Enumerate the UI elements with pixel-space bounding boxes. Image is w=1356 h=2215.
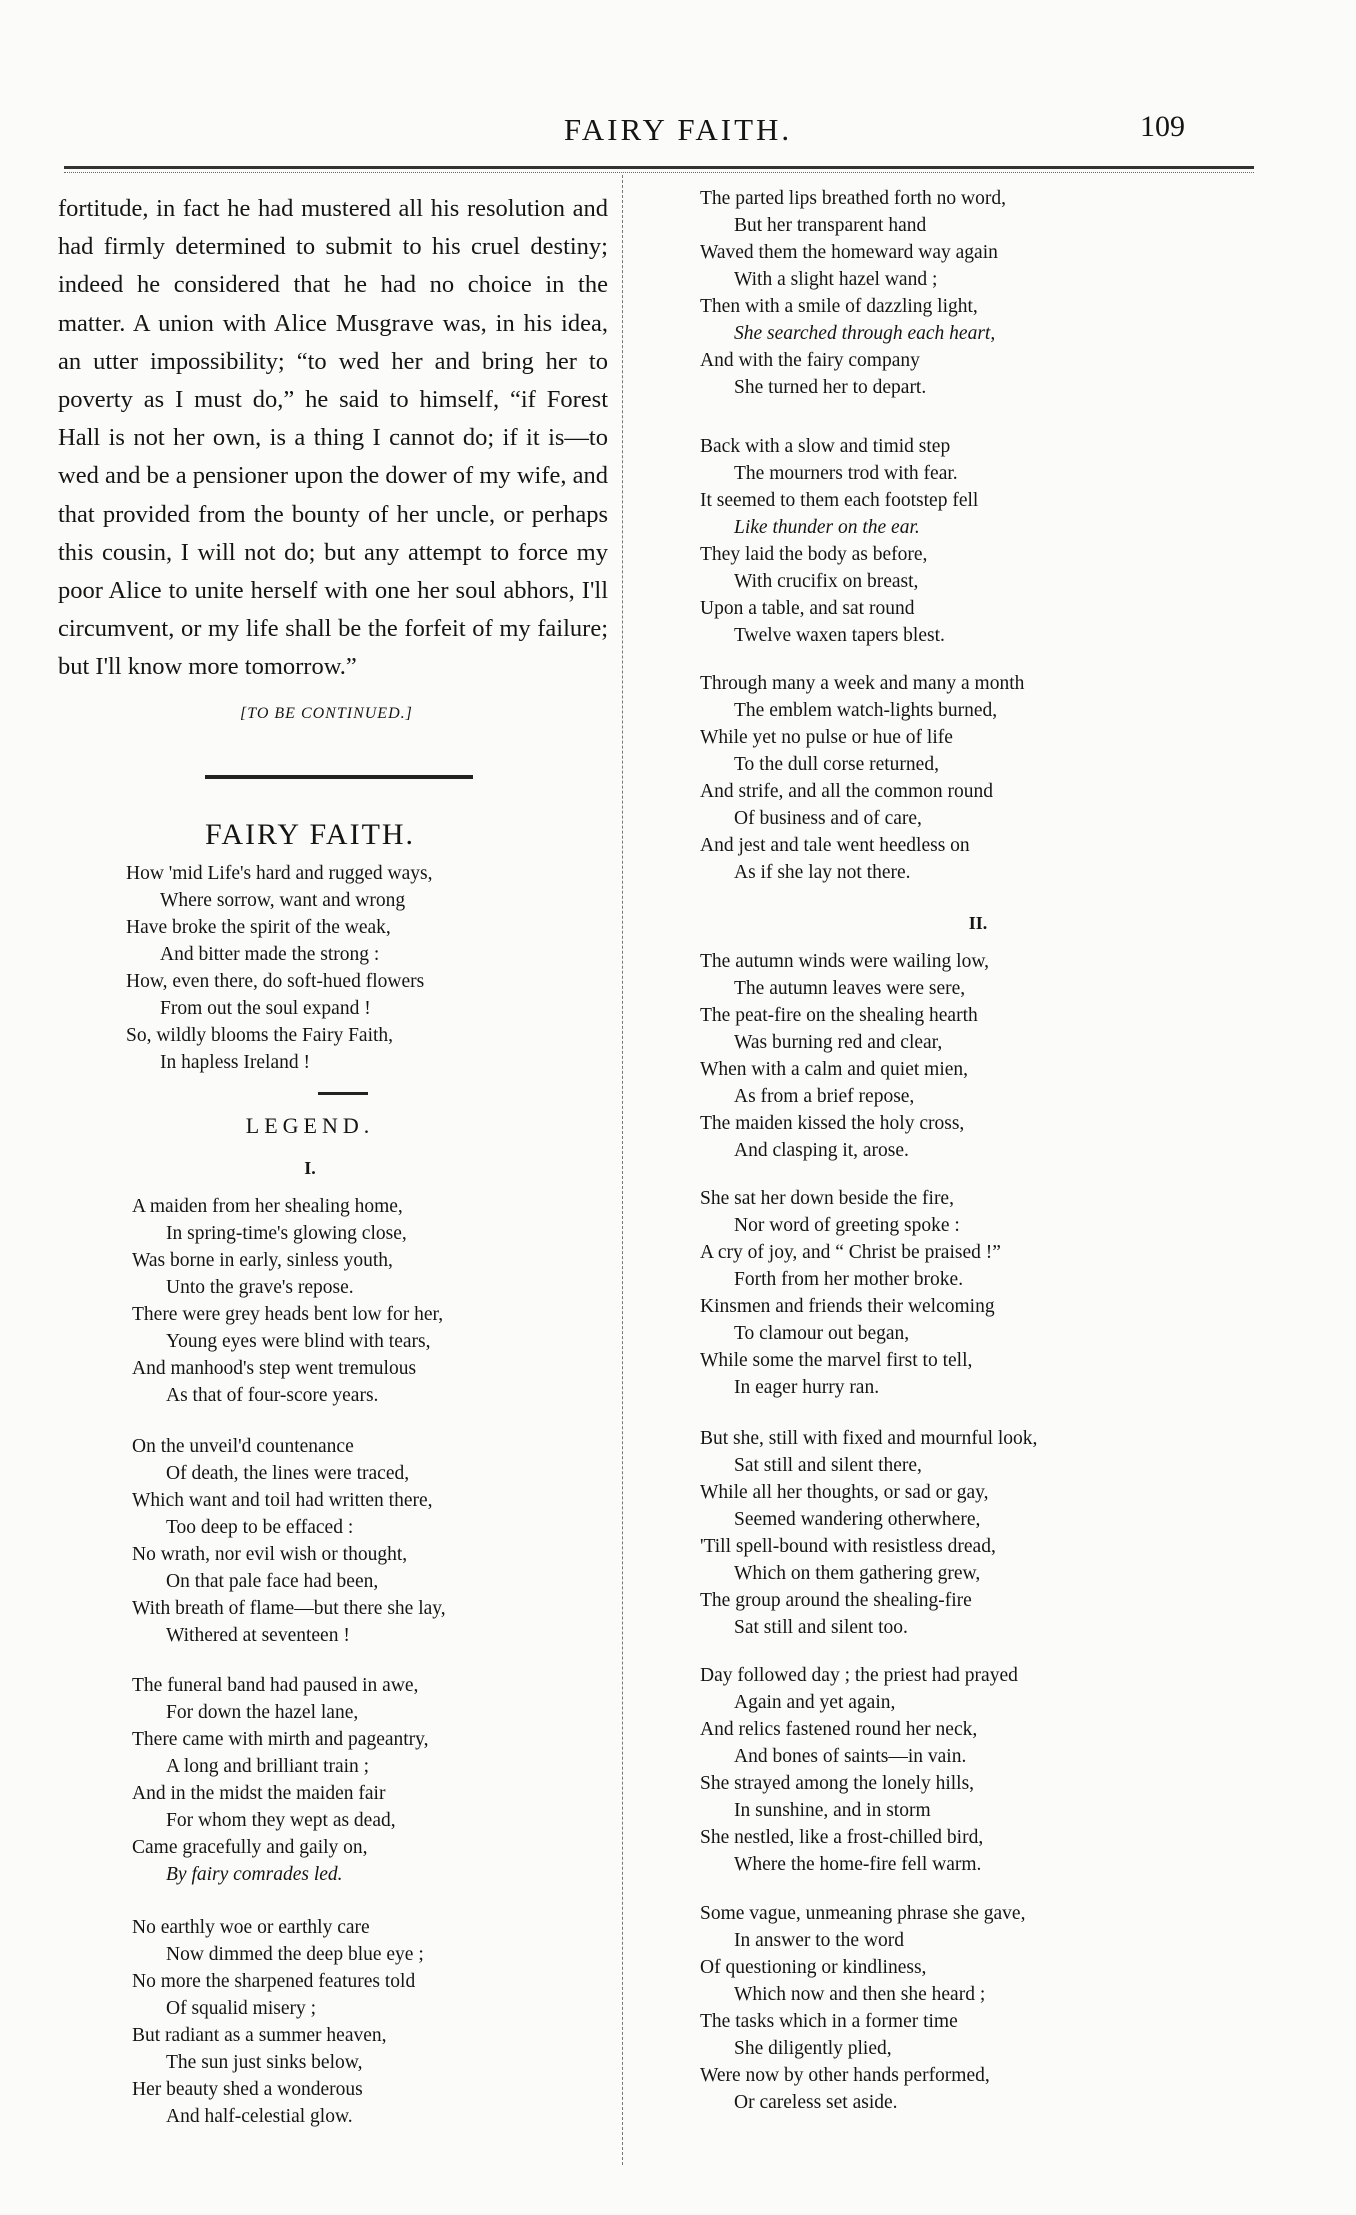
verse-line: The funeral band had paused in awe, (132, 1675, 419, 1696)
stanza (132, 1433, 446, 1649)
verse-line: And bones of saints—in vain. (734, 1746, 967, 1767)
stanza (132, 1914, 424, 2130)
verse-line: While some the marvel first to tell, (700, 1350, 973, 1371)
verse-line: Or careless set aside. (734, 2092, 898, 2113)
verse-line: Of questioning or kindliness, (700, 1957, 927, 1978)
verse-line: The peat-fire on the shealing hearth (700, 1005, 978, 1026)
verse-line: No more the sharpened features told (132, 1971, 416, 1992)
stanza (700, 1900, 1025, 2116)
verse-line: And clasping it, arose. (734, 1140, 909, 1161)
verse-line: To clamour out began, (734, 1323, 910, 1344)
verse-line: She strayed among the lonely hills, (700, 1773, 975, 1794)
verse-line: To the dull corse returned, (734, 754, 939, 775)
stanza (700, 1662, 1018, 1878)
verse-line: While yet no pulse or hue of life (700, 727, 953, 748)
column-divider (622, 175, 623, 2165)
verse-line: There came with mirth and pageantry, (132, 1729, 429, 1750)
verse-line: With crucifix on breast, (734, 571, 919, 592)
header-rule-dotted (64, 172, 1254, 173)
verse-line: No wrath, nor evil wish or thought, (132, 1544, 408, 1565)
verse-line (700, 514, 978, 541)
verse-line: And in the midst the maiden fair (132, 1783, 386, 1804)
verse-line: Were now by other hands performed, (700, 2065, 990, 2086)
verse-line: Sat still and silent there, (734, 1455, 922, 1476)
verse-line: In answer to the word (734, 1930, 905, 1951)
verse-line: She diligently plied, (734, 2038, 892, 2059)
verse-line: Came gracefully and gaily on, (132, 1837, 368, 1858)
verse-line: She turned her to depart. (734, 377, 927, 398)
verse-line: Upon a table, and sat round (700, 598, 915, 619)
verse-line: Day followed day ; the priest had prayed (700, 1665, 1018, 1686)
verse-line: So, wildly blooms the Fairy Faith, (126, 1025, 394, 1046)
stanza (700, 1425, 1037, 1641)
verse-line: A maiden from her shealing home, (132, 1196, 403, 1217)
verse-line: Young eyes were blind with tears, (166, 1331, 431, 1352)
verse-line: The maiden kissed the holy cross, (700, 1113, 965, 1134)
verse-line: Which now and then she heard ; (734, 1984, 986, 2005)
verse-line: Which on them gathering grew, (734, 1563, 981, 1584)
verse-line: Now dimmed the deep blue eye ; (166, 1944, 424, 1965)
verse-line: On the unveil'd countenance (132, 1436, 354, 1457)
verse-line: Where the home-fire fell warm. (734, 1854, 982, 1875)
verse-line: The parted lips breathed forth no word, (700, 188, 1006, 209)
stanza (132, 1193, 443, 1409)
verse-line: But radiant as a summer heaven, (132, 2025, 387, 2046)
verse-line: The tasks which in a former time (700, 2011, 958, 2032)
verse-line: On that pale face had been, (166, 1571, 379, 1592)
verse-line: 'Till spell-bound with resistless dread, (700, 1536, 996, 1557)
verse-line: Twelve waxen tapers blest. (734, 625, 945, 646)
verse-line: For down the hazel lane, (166, 1702, 359, 1723)
prose-paragraph: fortitude, in fact he had mustered all his resolution and had firmly determined to submit to his cruel destiny; indeed he considered that he had no choice in the matter. A union with Alice Musgrave was, in his idea, an utter impossibility; “to wed her and bring her to poverty as I must do,” he said to himself, “if Forest Hall is not her own, is a thing I cannot do; if it is—to wed and be a pensioner upon the dower of my wife, and that provided from the bounty of her uncle, or perhaps this cousin, I will not do; but any attempt to force my poor Alice to unite herself with one her soul abhors, I'll circumvent, or my life shall be the forfeit of my failure; but I'll know more tomorrow.” (58, 195, 608, 681)
verse-line: From out the soul expand ! (160, 998, 371, 1019)
verse-line: In eager hurry ran. (734, 1377, 880, 1398)
verse-line: As from a brief repose, (734, 1086, 915, 1107)
running-head: FAIRY FAITH. (563, 112, 793, 147)
verse-line: In sunshine, and in storm (734, 1800, 931, 1821)
verse-line: With breath of flame—but there she lay, (132, 1598, 446, 1619)
verse-line: Through many a week and many a month (700, 673, 1025, 694)
part-numeral-1: I. (304, 1158, 316, 1178)
to-be-continued-note: [TO BE CONTINUED.] (240, 705, 413, 722)
verse-line: And bitter made the strong : (160, 944, 380, 965)
verse-line: The group around the shealing-fire (700, 1590, 972, 1611)
short-rule (318, 1092, 368, 1095)
verse-line: Of death, the lines were traced, (166, 1463, 410, 1484)
header-rule (64, 166, 1254, 169)
italic-text: By fairy comrades led. (166, 1864, 343, 1885)
verse-line: Withered at seventeen ! (166, 1625, 350, 1646)
verse-line: The mourners trod with fear. (734, 463, 958, 484)
verse-line: Too deep to be effaced : (166, 1517, 354, 1538)
stanza (700, 670, 1024, 886)
verse-line: How 'mid Life's hard and rugged ways, (126, 863, 433, 884)
verse-line (700, 320, 1006, 347)
verse-line: She nestled, like a frost-chilled bird, (700, 1827, 984, 1848)
verse-line: For whom they wept as dead, (166, 1810, 396, 1831)
verse-line: Back with a slow and timid step (700, 436, 951, 457)
verse-line: And half-celestial glow. (166, 2106, 353, 2127)
verse-line: She sat her down beside the fire, (700, 1188, 954, 1209)
verse-line: Some vague, unmeaning phrase she gave, (700, 1903, 1026, 1924)
stanza (700, 948, 989, 1164)
verse-line: And relics fastened round her neck, (700, 1719, 978, 1740)
verse-line: Seemed wandering otherwhere, (734, 1509, 981, 1530)
verse-line: Sat still and silent too. (734, 1617, 908, 1638)
verse-line: The emblem watch-lights burned, (734, 700, 998, 721)
verse-line: As that of four-score years. (166, 1385, 379, 1406)
legend-heading: LEGEND. (245, 1113, 375, 1138)
verse-line: Again and yet again, (734, 1692, 896, 1713)
verse-line: There were grey heads bent low for her, (132, 1304, 444, 1325)
page-number: 109 (1140, 110, 1185, 143)
stanza (132, 1672, 429, 1888)
part-numeral-2: II. (968, 913, 988, 933)
verse-line: When with a calm and quiet mien, (700, 1059, 969, 1080)
verse-line: With a slight hazel wand ; (734, 269, 938, 290)
verse-line (132, 1861, 429, 1888)
verse-line: Forth from her mother broke. (734, 1269, 964, 1290)
verse-line: No earthly woe or earthly care (132, 1917, 370, 1938)
verse-line: And with the fairy company (700, 350, 920, 371)
stanza (700, 185, 1006, 401)
verse-line: In hapless Ireland ! (160, 1052, 310, 1073)
poem-title: FAIRY FAITH. (204, 818, 416, 851)
section-rule (205, 775, 473, 779)
verse-line: Which want and toil had written there, (132, 1490, 433, 1511)
verse-line: Where sorrow, want and wrong (160, 890, 406, 911)
story-conclusion (58, 190, 608, 687)
verse-line: Was burning red and clear, (734, 1032, 943, 1053)
verse-line: The autumn leaves were sere, (734, 978, 966, 999)
verse-line: It seemed to them each footstep fell (700, 490, 979, 511)
verse-line: Kinsmen and friends their welcoming (700, 1296, 995, 1317)
verse-line: And jest and tale went heedless on (700, 835, 970, 856)
verse-line: Her beauty shed a wonderous (132, 2079, 363, 2100)
verse-line: Of squalid misery ; (166, 1998, 317, 2019)
stanza (700, 433, 978, 649)
verse-line: Have broke the spirit of the weak, (126, 917, 391, 938)
verse-line: As if she lay not there. (734, 862, 911, 883)
verse-line: But she, still with fixed and mournful look, (700, 1428, 1038, 1449)
italic-text: Like thunder on the ear. (734, 517, 920, 538)
verse-line: And strife, and all the common round (700, 781, 993, 802)
verse-line: Unto the grave's repose. (166, 1277, 354, 1298)
verse-line: How, even there, do soft-hued flowers (126, 971, 425, 992)
poem-intro (126, 860, 433, 1076)
verse-line: The autumn winds were wailing low, (700, 951, 990, 972)
verse-line: The sun just sinks below, (166, 2052, 363, 2073)
verse-line: Of business and of care, (734, 808, 922, 829)
italic-text: She searched through each heart, (734, 323, 996, 344)
verse-line: Then with a smile of dazzling light, (700, 296, 978, 317)
verse-line: While all her thoughts, or sad or gay, (700, 1482, 989, 1503)
verse-line: In spring-time's glowing close, (166, 1223, 407, 1244)
verse-line: But her transparent hand (734, 215, 927, 236)
verse-line: A long and brilliant train ; (166, 1756, 370, 1777)
verse-line: Was borne in early, sinless youth, (132, 1250, 393, 1271)
verse-line: Nor word of greeting spoke : (734, 1215, 960, 1236)
verse-line: They laid the body as before, (700, 544, 928, 565)
verse-line: A cry of joy, and “ Christ be praised !” (700, 1242, 1001, 1263)
verse-line: And manhood's step went tremulous (132, 1358, 417, 1379)
stanza (700, 1185, 1001, 1401)
verse-line: Waved them the homeward way again (700, 242, 998, 263)
